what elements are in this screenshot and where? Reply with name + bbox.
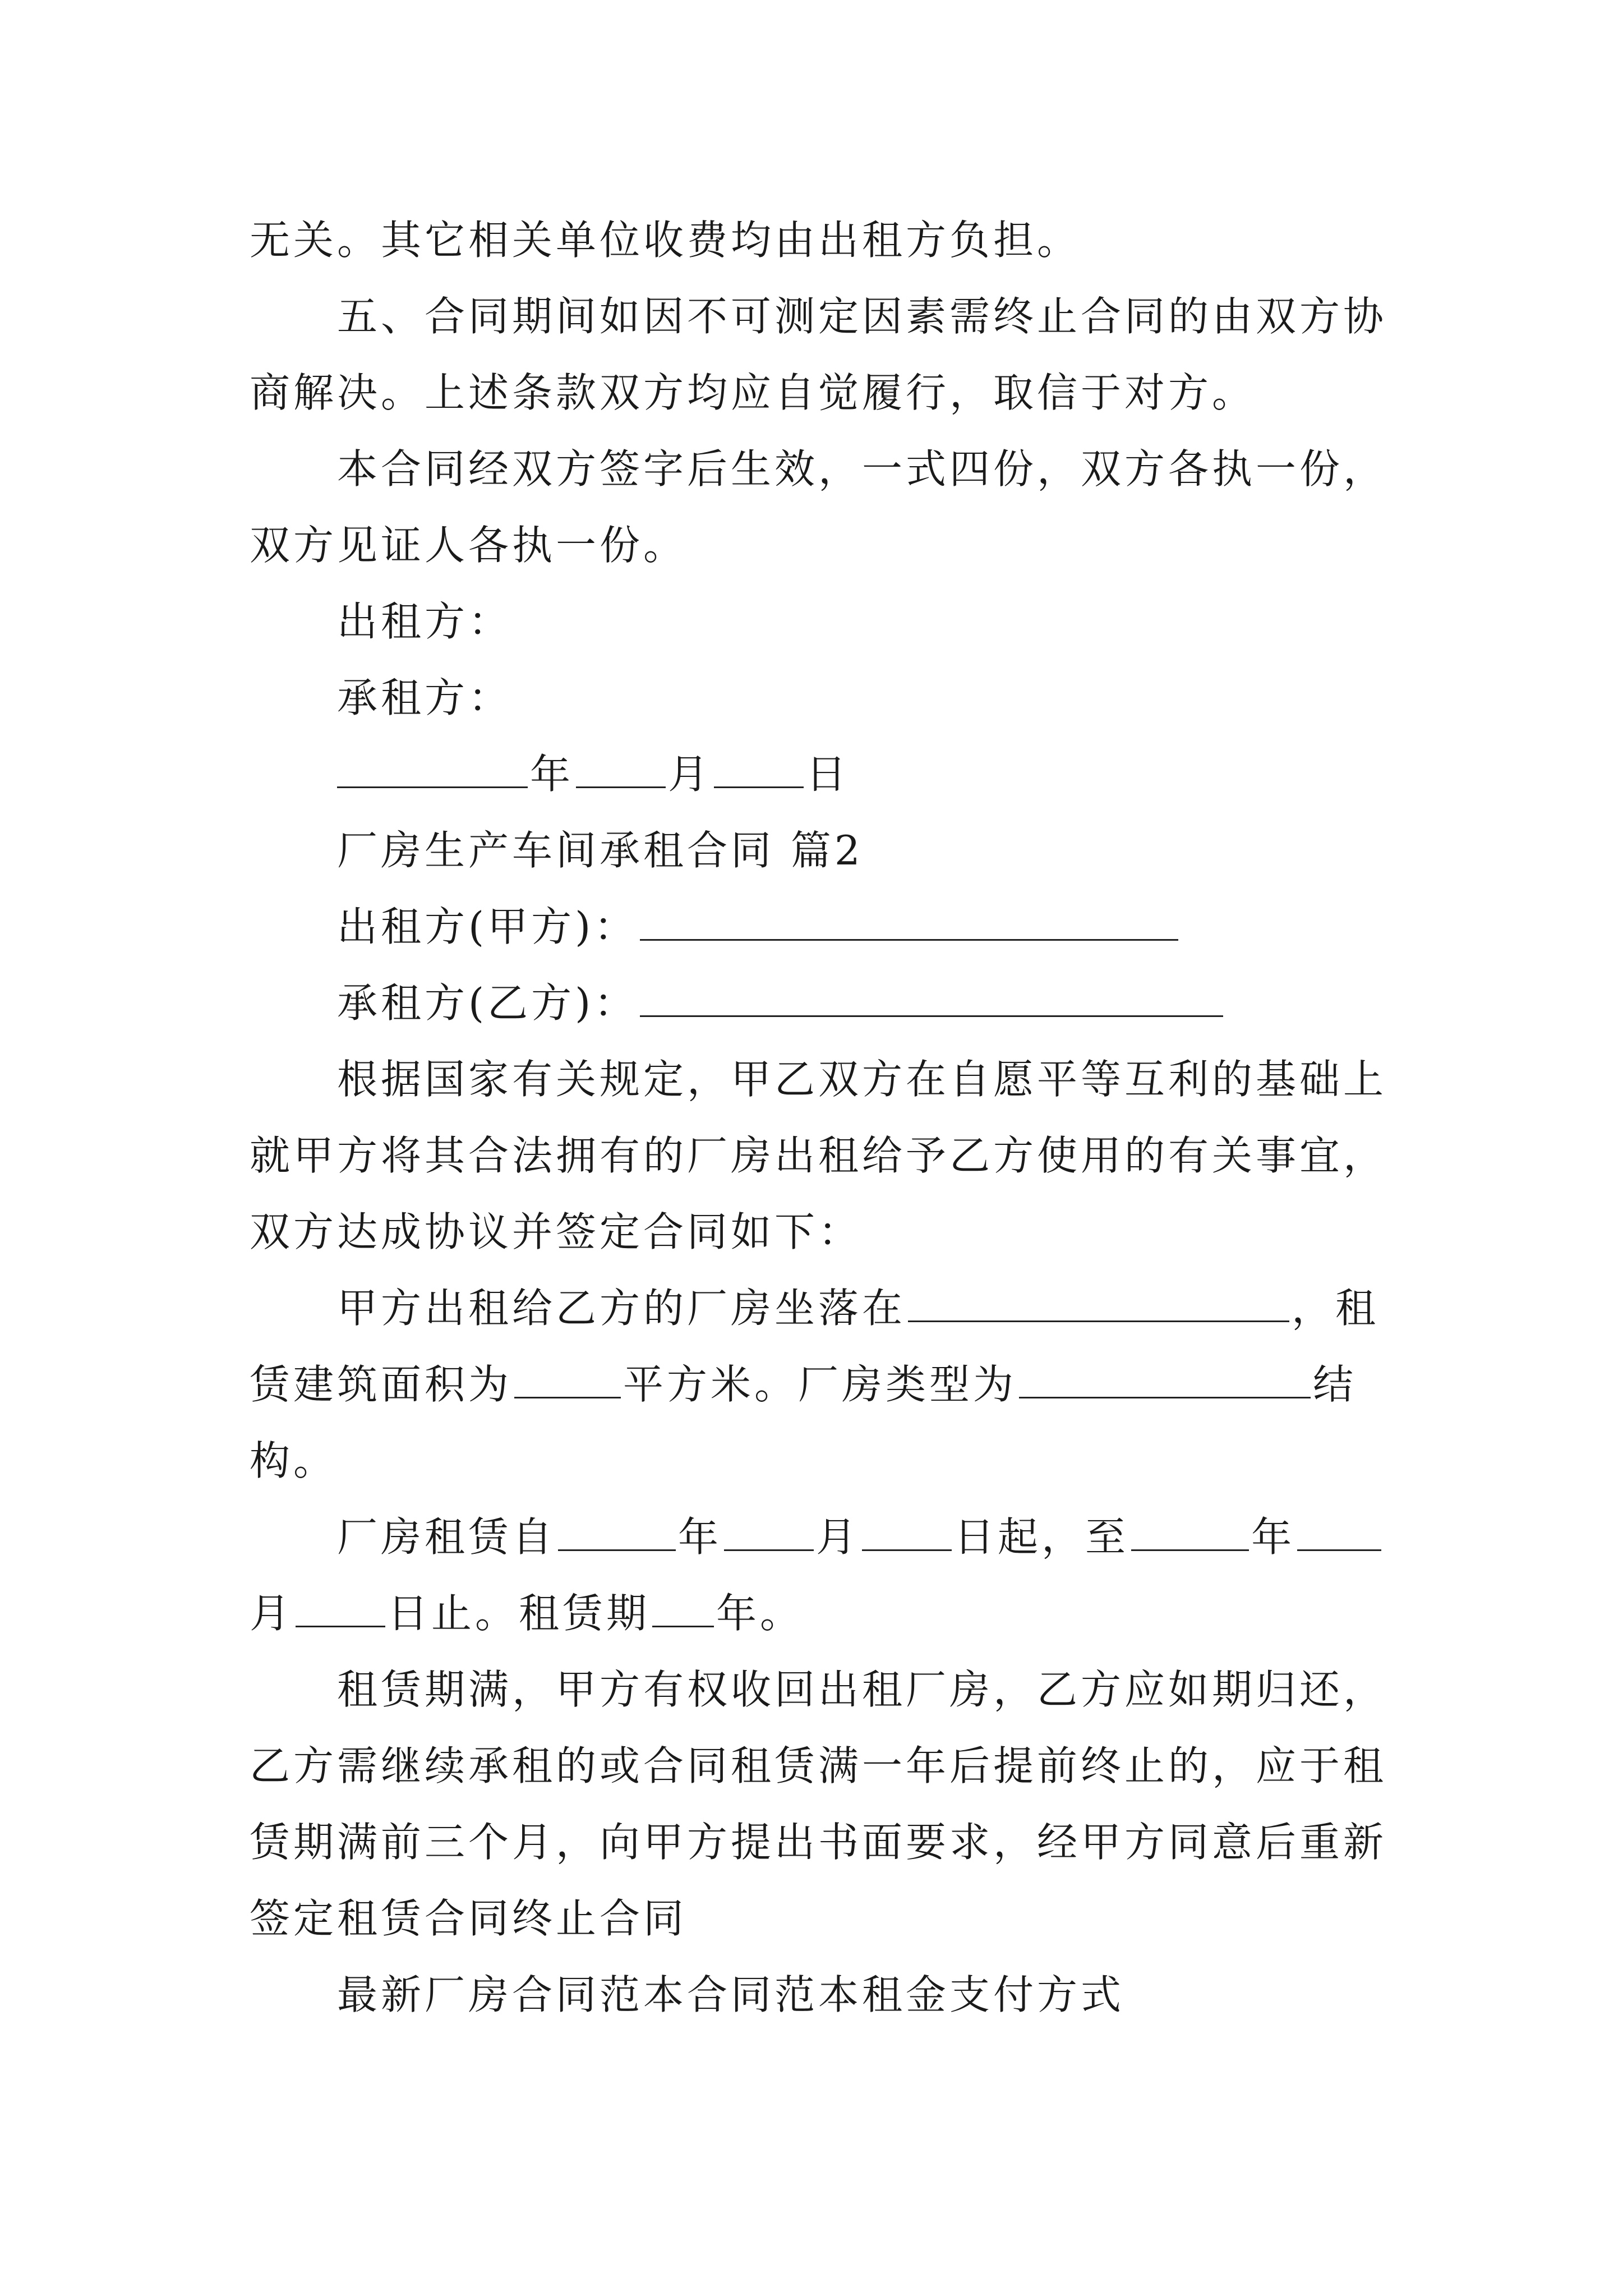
end-day-label: 日止。租赁期 — [388, 1590, 651, 1637]
paragraph-line: 根据国家有关规定，甲乙双方在自愿平等互利的基础上 — [337, 1056, 1387, 1103]
day-blank — [714, 754, 804, 788]
start-day-label: 日起，至 — [954, 1513, 1129, 1561]
start-month-label: 月 — [816, 1513, 860, 1561]
lease-years-blank — [652, 1593, 714, 1627]
party-a-blank — [640, 907, 1178, 941]
lessor-signature-label: 出租方： — [337, 598, 513, 645]
lessee-signature-label: 承租方： — [337, 674, 513, 721]
day-label: 日 — [806, 751, 850, 798]
party-a-line — [250, 889, 1394, 965]
area-text: 赁建筑面积为 — [250, 1361, 513, 1408]
year-label: 年 — [530, 751, 574, 798]
lease-term-line — [250, 1499, 1394, 1575]
paragraph-line: 商解决。上述条款双方均应自觉履行，取信于对方。 — [250, 369, 1256, 416]
type-text: 平方米。厂房类型为 — [623, 1361, 1017, 1408]
month-blank — [576, 754, 666, 788]
area-blank — [514, 1364, 621, 1398]
signing-date-line — [250, 736, 1394, 812]
year-blank — [337, 754, 528, 788]
month-label: 月 — [668, 751, 712, 798]
paragraph-line: 赁期满前三个月，向甲方提出书面要求，经甲方同意后重新 — [250, 1819, 1387, 1866]
paragraph-line: 双方见证人各执一份。 — [250, 522, 688, 569]
end-month-label: 月 — [250, 1590, 294, 1637]
paragraph-line: 无关。其它相关单位收费均由出租方负担。 — [250, 217, 1081, 264]
paragraph-line: 租赁期满，甲方有权收回出租厂房，乙方应如期归还， — [337, 1666, 1387, 1713]
document-page — [250, 202, 1394, 2033]
location-blank — [908, 1288, 1289, 1322]
lease-term-line-2 — [250, 1575, 1394, 1651]
section-title: 厂房生产车间承租合同 篇2 — [337, 827, 864, 874]
paragraph-line: 五、合同期间如因不可测定因素需终止合同的由双方协 — [337, 293, 1387, 340]
paragraph-line: 最新厂房合同范本合同范本租金支付方式 — [337, 1971, 1125, 2018]
lease-from-text: 厂房租赁自 — [337, 1513, 556, 1561]
area-line — [250, 1346, 1394, 1423]
lease-years-label: 年。 — [716, 1590, 804, 1637]
start-day-blank — [862, 1517, 952, 1551]
location-suffix: ，租 — [1292, 1285, 1380, 1332]
start-year-label: 年 — [678, 1513, 722, 1561]
start-year-blank — [558, 1517, 676, 1551]
end-day-blank — [296, 1593, 385, 1627]
type-suffix: 结 — [1313, 1361, 1357, 1408]
start-month-blank — [724, 1517, 814, 1551]
paragraph-line: 乙方需继续承租的或合同租赁满一年后提前终止的，应于租 — [250, 1742, 1387, 1789]
end-year-blank — [1131, 1517, 1249, 1551]
type-blank — [1019, 1364, 1311, 1398]
party-b-label: 承租方(乙方)： — [337, 979, 638, 1027]
party-b-blank — [640, 983, 1223, 1017]
paragraph-line: 本合同经双方签字后生效，一式四份，双方各执一份， — [337, 445, 1387, 493]
paragraph-line: 签定租赁合同终止合同 — [250, 1895, 688, 1942]
paragraph-line: 构。 — [250, 1437, 338, 1484]
end-month-blank — [1297, 1517, 1381, 1551]
party-b-line — [250, 965, 1394, 1041]
party-a-label: 出租方(甲方)： — [337, 903, 638, 950]
paragraph-line: 双方达成协议并签定合同如下： — [250, 1208, 863, 1255]
end-year-label: 年 — [1251, 1513, 1295, 1561]
location-line — [250, 1270, 1394, 1346]
location-text: 甲方出租给乙方的厂房坐落在 — [337, 1285, 906, 1332]
paragraph-line: 就甲方将其合法拥有的厂房出租给予乙方使用的有关事宜， — [250, 1132, 1387, 1179]
